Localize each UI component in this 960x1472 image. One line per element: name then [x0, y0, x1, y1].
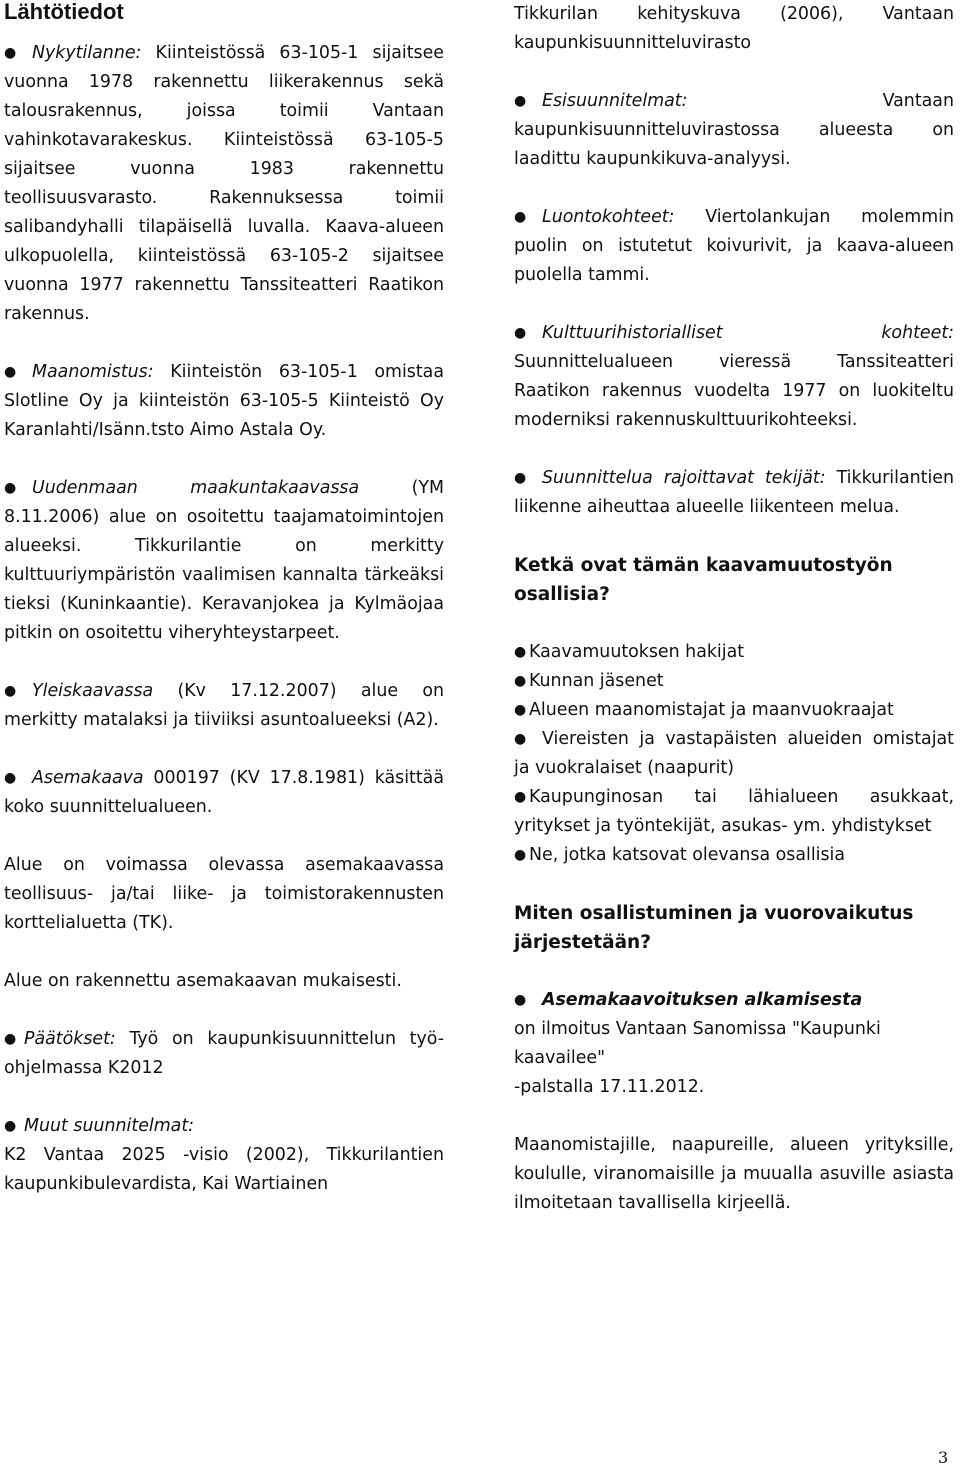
item-maanomistus	[4, 358, 444, 445]
list-item: ● Kaupunginosan tai lähialueen asukkaat, yritykset ja työntekijät, asukas- ym. yhdistykset	[514, 783, 954, 841]
text-yleiskaava: (Kv 17.12.2007) alue on merkitty matalaksi ja tiiviiksi asuntoalueeksi (A2).	[4, 681, 444, 730]
bullet-icon: ●	[514, 702, 527, 718]
label-paatokset: Päätökset:	[24, 1029, 116, 1049]
text-kulttuurihistorialliset: Suunnittelualueen vieressä Tanssiteatteri Raatikon rakennus vuodelta 1977 on luokiteltu moderniksi rakennuskulttuurikohteeksi.	[514, 352, 954, 430]
text-esisuunnitelmat: Vantaan kaupunkisuunnitteluvirastossa alueesta on laadittu kaupunkikuva-analyysi.	[514, 91, 954, 169]
label-asemakaava: Asemakaava	[32, 768, 144, 788]
bullet-icon: ●	[514, 731, 527, 747]
label-esisuunnitelmat: Esisuunnitelmat:	[542, 91, 688, 111]
item-muut-suunnitelmat	[4, 1112, 444, 1199]
item-luontokohteet	[514, 203, 954, 290]
list-item: ● Ne, jotka katsovat olevansa osallisia	[514, 841, 954, 870]
item-alkamisesta	[514, 986, 954, 1102]
label-alkamisesta: Asemakaavoituksen alkamisesta	[542, 990, 863, 1010]
list-osalliset	[514, 638, 954, 870]
para-rakennettu: Alue on rakennettu asemakaavan mukaisesti.	[4, 971, 402, 991]
item-rajoittavat-tekijat	[514, 464, 954, 522]
text-muut-suunnitelmat: K2 Vantaa 2025 -visio (2002), Tikkurilantien kaupunkibulevardista, Kai Wartiainen	[4, 1145, 444, 1194]
list-item: ● Kaavamuutoksen hakijat	[514, 638, 954, 667]
item-asemakaava	[4, 764, 444, 822]
text-asemakaava: 000197 (KV 17.8.1981) käsittää koko suunnittelualueen.	[4, 768, 444, 817]
bullet-icon: ●	[4, 1118, 17, 1134]
text-rajoittavat-tekijat: Tikkurilantien liikenne aiheuttaa alueelle liikenteen melua.	[514, 468, 954, 517]
bullet-icon: ●	[4, 1031, 17, 1047]
para-maanomistajille: Maanomistajille, naapureille, alueen yrityksille, koululle, viranomaisille ja muualla asuville asiasta ilmoitetaan tavallisella kirjeellä.	[514, 1135, 954, 1213]
bullet-icon: ●	[514, 470, 527, 486]
label-rajoittavat-tekijat: Suunnittelua rajoittavat tekijät:	[542, 468, 826, 488]
bullet-icon: ●	[4, 480, 17, 496]
list-item: ● Kunnan jäsenet	[514, 667, 954, 696]
bullet-icon: ●	[4, 45, 17, 61]
bullet-icon: ●	[4, 683, 17, 699]
para-voimassa: Alue on voimassa olevassa asemakaavassa teollisuus- ja/tai liike- ja toimistorakennusten korttelialuetta (TK).	[4, 855, 444, 933]
bullet-icon: ●	[4, 770, 17, 786]
text-maakuntakaava: (YM 8.11.2006) alue on osoitettu taajamatoimintojen alueeksi. Tikkurilantie on merkitty kulttuuriympäristön vaalimisen kannalta tärkeäksi tieksi (Kuninkaantie). Keravanjokea ja Kylmäojaa pitkin on osoitettu viheryhteystarpeet.	[4, 478, 444, 643]
label-muut-suunnitelmat: Muut suunnitelmat:	[24, 1116, 195, 1136]
list-item: ● Alueen maanomistajat ja maanvuokraajat	[514, 696, 954, 725]
bullet-icon: ●	[514, 673, 527, 689]
item-kulttuurihistorialliset	[514, 319, 954, 435]
text-alkamisesta: on ilmoitus Vantaan Sanomissa "Kaupunki kaavailee"	[514, 1019, 881, 1068]
item-maakuntakaava	[4, 474, 444, 648]
bullet-icon: ●	[514, 325, 527, 341]
bullet-icon: ●	[514, 847, 527, 863]
left-column	[4, 0, 444, 1228]
label-luontokohteet: Luontokohteet:	[542, 207, 675, 227]
bullet-icon: ●	[514, 93, 527, 109]
text-luontokohteet: Viertolankujan molemmin puolin on istutetut koivurivit, ja kaava-alueen puolella tammi.	[514, 207, 954, 285]
item-nykytilanne	[4, 39, 444, 329]
text-paatokset: Työ on kaupunkisuunnittelun työ-ohjelmassa K2012	[4, 1029, 444, 1078]
label-maanomistus: Maanomistus:	[32, 362, 154, 382]
item-yleiskaava	[4, 677, 444, 735]
heading-osalliset: Ketkä ovat tämän kaavamuutostyön osallisia?	[514, 555, 893, 605]
bullet-icon: ●	[514, 789, 527, 805]
label-kulttuurihistorialliset: Kulttuurihistorialliset kohteet:	[542, 323, 954, 343]
text-nykytilanne: Kiinteistössä 63-105-1 sijaitsee vuonna 1978 rakennettu liikerakennus sekä talousrakennus, joissa toimii Vantaan vahinkotavarakeskus. Kiinteistössä 63-105-5 sijaitsee vuonna 1983 rakennettu teollisuusvarasto. Rakennuksessa toimii salibandyhalli tilapäisellä luvalla. Kaava-alueen ulkopuolella, kiinteistössä 63-105-2 sijaitsee vuonna 1977 rakennettu Tanssiteatteri Raatikon rakennus.	[4, 43, 444, 324]
item-esisuunnitelmat	[514, 87, 954, 174]
right-column	[514, 0, 954, 1247]
label-yleiskaava: Yleiskaavassa	[32, 681, 154, 701]
label-maakuntakaava: Uudenmaan maakuntakaavassa	[32, 478, 360, 498]
page-number: 3	[938, 1448, 949, 1467]
bullet-icon: ●	[514, 644, 527, 660]
bullet-icon: ●	[514, 209, 527, 225]
item-paatokset	[4, 1025, 444, 1083]
bullet-icon: ●	[514, 992, 527, 1008]
list-item: ● Viereisten ja vastapäisten alueiden omistajat ja vuokralaiset (naapurit)	[514, 725, 954, 783]
heading-osallistuminen: Miten osallistuminen ja vuorovaikutus järjestetään?	[514, 903, 914, 953]
para-continued: Tikkurilan kehityskuva (2006), Vantaan kaupunkisuunnitteluvirasto	[514, 4, 954, 53]
text-alkamisesta-2: -palstalla 17.11.2012.	[514, 1077, 705, 1097]
heading-lahtotiedot: Lähtötiedot	[4, 0, 124, 24]
bullet-icon: ●	[4, 364, 17, 380]
text-maanomistus: Kiinteistön 63-105-1 omistaa Slotline Oy ja kiinteistön 63-105-5 Kiinteistö Oy Karanlahti/Isänn.tsto Aimo Astala Oy.	[4, 362, 444, 440]
label-nykytilanne: Nykytilanne:	[32, 43, 142, 63]
